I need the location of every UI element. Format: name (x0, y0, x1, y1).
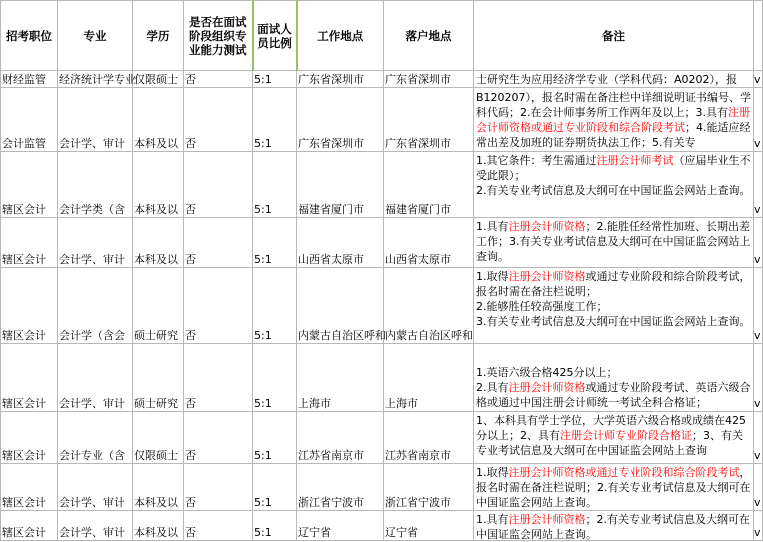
cell-remarks[interactable] (474, 412, 754, 464)
table-row (1, 511, 763, 541)
cell-major[interactable]: 会计学（含会 (58, 268, 133, 344)
cell-major[interactable]: 会计学、审计 (58, 88, 133, 152)
remark-text: 1.其它条件：考生需通过 (476, 154, 597, 167)
header-extra[interactable] (754, 1, 763, 71)
cell-work-location[interactable]: 内蒙古自治区呼和 (297, 268, 384, 344)
cell-extra[interactable]: v (754, 412, 763, 464)
header-work-location[interactable]: 工作地点 (297, 1, 384, 71)
cell-work-location[interactable]: 山西省太原市 (297, 218, 384, 268)
remark-text: 3.有关专业考试信息及大纲可在中国证监会网站上查询。 (476, 315, 751, 328)
cell-position[interactable]: 财经监管 (1, 71, 58, 88)
cell-extra[interactable]: v (754, 71, 763, 88)
cell-extra[interactable]: v (754, 218, 763, 268)
cell-major[interactable]: 会计学、审计 (58, 218, 133, 268)
remark-text: 1.英语六级合格425分以上； (476, 366, 618, 379)
cell-work-location[interactable]: 浙江省宁波市 (297, 464, 384, 511)
cell-remarks[interactable] (474, 88, 754, 152)
remark-text: 1.具有 (476, 220, 509, 233)
cell-education[interactable]: 硕士研究 (133, 268, 184, 344)
cell-major[interactable]: 会计学、审计 (58, 464, 133, 511)
cell-work-location[interactable]: 广东省深圳市 (297, 88, 384, 152)
remark-text: B120207），报名时需在备注栏中详细说明证书编号、学科代码；2.在会计师事务所工作两年及以上；3.具有 (476, 91, 752, 119)
cell-education[interactable]: 本科及以 (133, 88, 184, 152)
table-row (1, 71, 763, 88)
cell-position[interactable]: 辖区会计 (1, 268, 58, 344)
cell-education[interactable]: 仅限硕士 (133, 412, 184, 464)
remark-text: ，报名时需在备注栏说明；2.有关专业考试信息及大纲可在中国证监会网站上查询。 (476, 466, 751, 509)
cell-major[interactable]: 会计学、审计 (58, 344, 133, 412)
cell-position[interactable]: 辖区会计 (1, 412, 58, 464)
table-row (1, 152, 763, 218)
remark-text: 2.能够胜任较高强度工作； (476, 300, 608, 313)
remark-highlight: 注册会计师考试 (596, 154, 674, 167)
cell-hukou-location[interactable]: 广东省深圳市 (384, 88, 474, 152)
cell-ratio[interactable]: 5:1 (253, 218, 297, 268)
cell-work-location[interactable]: 福建省厦门市 (297, 152, 384, 218)
cell-position[interactable]: 辖区会计 (1, 464, 58, 511)
cell-hukou-location[interactable]: 广东省深圳市 (384, 71, 474, 88)
remark-text: 士研究生为应用经济学专业（学科代码：A0202），报 (476, 73, 738, 86)
remark-highlight: 注册会计师资格 (508, 513, 586, 526)
cell-major[interactable]: 经济统计学专业 (58, 71, 133, 88)
header-hukou-location[interactable]: 落户地点 (384, 1, 474, 71)
cell-remarks[interactable] (474, 344, 754, 412)
remark-highlight: 注册会计师资格或通过专业阶段和综合阶段考试 (476, 106, 750, 134)
cell-work-location[interactable]: 上海市 (297, 344, 384, 412)
cell-remarks[interactable] (474, 511, 754, 541)
cell-ratio[interactable]: 5:1 (253, 511, 297, 541)
remark-highlight: 注册会计师资格 (508, 381, 586, 394)
remark-text: 2.具有 (476, 381, 509, 394)
remark-text: 1.取得 (476, 270, 509, 283)
cell-ratio[interactable]: 5:1 (253, 88, 297, 152)
cell-remarks[interactable] (474, 268, 754, 344)
cell-hukou-location[interactable]: 浙江省宁波市 (384, 464, 474, 511)
cell-major[interactable]: 会计专业（含 (58, 412, 133, 464)
cell-position[interactable]: 辖区会计 (1, 152, 58, 218)
cell-interview-test[interactable]: 否 (184, 344, 253, 412)
cell-ratio[interactable]: 5:1 (253, 412, 297, 464)
table-row (1, 268, 763, 344)
cell-remarks[interactable] (474, 152, 754, 218)
cell-education[interactable]: 本科及以 (133, 152, 184, 218)
cell-hukou-location[interactable]: 山西省太原市 (384, 218, 474, 268)
header-ratio[interactable]: 面试人员比例 (253, 1, 297, 71)
header-position[interactable]: 招考职位 (1, 1, 58, 71)
cell-work-location[interactable]: 江苏省南京市 (297, 412, 384, 464)
cell-interview-test[interactable]: 否 (184, 152, 253, 218)
header-education[interactable]: 学历 (133, 1, 184, 71)
cell-extra[interactable]: v (754, 344, 763, 412)
cell-interview-test[interactable]: 否 (184, 464, 253, 511)
remark-text: ；4.能适应经常出差及加班的证券期货执法工作；5.有关专 (476, 121, 751, 149)
cell-extra[interactable]: v (754, 464, 763, 511)
cell-extra[interactable]: v (754, 268, 763, 344)
cell-hukou-location[interactable]: 辽宁省 (384, 511, 474, 541)
remark-highlight: 注册会计师资格 (508, 220, 586, 233)
remark-highlight: 注册会计师专业阶段合格证 (560, 429, 692, 442)
cell-education[interactable]: 仅限硕士 (133, 71, 184, 88)
remark-text: ；2.有关专业考试信息及大纲可在中国证监会网站上查询。 (476, 513, 750, 541)
cell-education[interactable]: 本科及以 (133, 511, 184, 541)
remark-text: 1.取得 (476, 466, 509, 479)
header-major[interactable]: 专业 (58, 1, 133, 71)
cell-education[interactable]: 硕士研究 (133, 344, 184, 412)
cell-interview-test[interactable]: 否 (184, 88, 253, 152)
remark-text: 1.具有 (476, 513, 509, 526)
remark-highlight: 注册会计师资格或通过专业阶段和综合阶段考试 (508, 466, 740, 479)
remark-text: 1、本科具有学士学位，大学英语六级合格或成绩在425分以上；2、具有 (476, 414, 746, 442)
remark-text: 或通过专业阶段考试、英语六级合格或通过中国注册会计师统一考试全科合格证； (476, 381, 751, 409)
cell-interview-test[interactable]: 否 (184, 268, 253, 344)
header-row (1, 1, 763, 71)
cell-ratio[interactable]: 5:1 (253, 71, 297, 88)
cell-position[interactable]: 辖区会计 (1, 218, 58, 268)
cell-position[interactable]: 辖区会计 (1, 344, 58, 412)
cell-major[interactable]: 会计学、审计 (58, 511, 133, 541)
cell-ratio[interactable]: 5:1 (253, 344, 297, 412)
table-row (1, 412, 763, 464)
remark-text: 或通过专业阶段和综合阶段考试，报名时需在备注栏说明； (476, 270, 751, 298)
table-row (1, 464, 763, 511)
cell-interview-test[interactable]: 否 (184, 412, 253, 464)
cell-education[interactable]: 本科及以 (133, 464, 184, 511)
cell-work-location[interactable]: 广东省深圳市 (297, 71, 384, 88)
cell-education[interactable]: 本科及以 (133, 218, 184, 268)
remark-text: ；3、有关专业考试信息及大纲可在中国证监会网站上查询 (476, 429, 743, 457)
cell-interview-test[interactable]: 否 (184, 511, 253, 541)
remark-text: ；2.能胜任经常性加班、长期出差工作；3.有关专业考试信息及大纲可在中国证监会网站上查询。 (476, 220, 751, 263)
cell-extra[interactable]: v (754, 88, 763, 152)
header-interview-test[interactable]: 是否在面试阶段组织专业能力测试 (184, 1, 253, 71)
remark-text: 2.有关专业考试信息及大纲可在中国证监会网站上查询。 (476, 184, 751, 197)
table-row (1, 218, 763, 268)
cell-hukou-location[interactable]: 上海市 (384, 344, 474, 412)
cell-remarks[interactable] (474, 464, 754, 511)
remark-text: （应届毕业生不受此限）； (476, 154, 751, 182)
cell-position[interactable]: 会计监管 (1, 88, 58, 152)
cell-hukou-location[interactable]: 江苏省南京市 (384, 412, 474, 464)
cell-ratio[interactable]: 5:1 (253, 152, 297, 218)
cell-remarks[interactable] (474, 218, 754, 268)
cell-hukou-location[interactable]: 内蒙古自治区呼和 (384, 268, 474, 344)
remark-highlight: 注册会计师资格 (508, 270, 586, 283)
cell-interview-test[interactable]: 否 (184, 71, 253, 88)
cell-interview-test[interactable]: 否 (184, 218, 253, 268)
cell-extra[interactable]: v (754, 152, 763, 218)
cell-hukou-location[interactable]: 福建省厦门市 (384, 152, 474, 218)
cell-ratio[interactable]: 5:1 (253, 268, 297, 344)
cell-major[interactable]: 会计学类（含 (58, 152, 133, 218)
table-row (1, 88, 763, 152)
cell-work-location[interactable]: 辽宁省 (297, 511, 384, 541)
cell-ratio[interactable]: 5:1 (253, 464, 297, 511)
cell-position[interactable]: 辖区会计 (1, 511, 58, 541)
table-row (1, 344, 763, 412)
header-remarks[interactable]: 备注 (474, 1, 754, 71)
cell-extra[interactable]: v (754, 511, 763, 541)
cell-remarks[interactable] (474, 71, 754, 88)
